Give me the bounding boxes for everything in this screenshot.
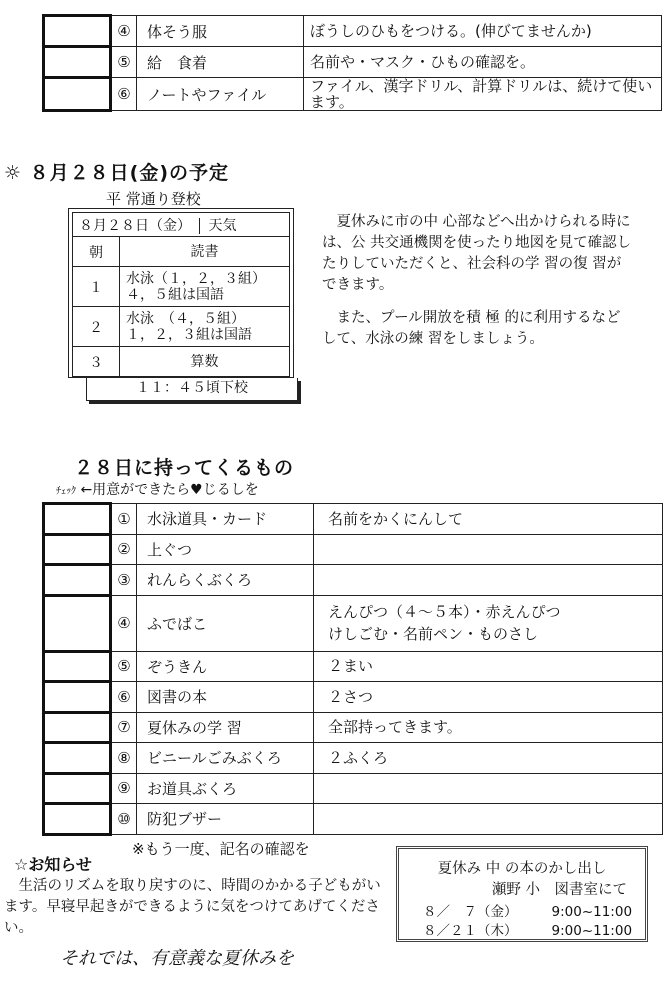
bring-instruction-wrap xyxy=(56,479,259,499)
bring-row xyxy=(44,651,663,682)
library-time: 9:00~11:00 xyxy=(551,904,633,920)
check-box[interactable] xyxy=(44,47,111,78)
item-note: えんぴつ（４～５本）・赤えんぴつ けしごむ・名前ペン・ものさし xyxy=(314,595,663,651)
check-box[interactable] xyxy=(44,78,111,111)
weather-label: 天気 xyxy=(199,218,236,234)
item-name: れんらくぶくろ xyxy=(137,565,314,596)
schedule-row xyxy=(73,347,290,377)
subject-cell: 水泳（１，２，３組） ４，５組は国語 xyxy=(120,267,290,307)
item-name: ノートやファイル xyxy=(137,78,304,111)
library-time: 9:00~11:00 xyxy=(551,923,633,939)
item-note xyxy=(314,804,663,835)
item-note xyxy=(314,534,663,565)
check-label: ﾁｪｯｸ xyxy=(56,486,76,497)
notice-title: ☆お知らせ xyxy=(14,855,92,874)
check-box[interactable] xyxy=(44,565,111,596)
subject-cell: 算数 xyxy=(120,347,290,377)
top-items-table xyxy=(42,14,662,112)
check-box[interactable] xyxy=(44,16,111,47)
schedule-table xyxy=(72,212,290,377)
check-box[interactable] xyxy=(44,504,111,535)
schedule-subtitle: 平 常通り登校 xyxy=(106,190,201,208)
check-box[interactable] xyxy=(44,804,111,835)
item-name: 防犯ブザー xyxy=(137,804,314,835)
item-number: ⑤ xyxy=(111,651,137,682)
period-cell: ２ xyxy=(73,307,120,347)
subject-cell: 水泳 （４，５組） １，２，３組は国語 xyxy=(120,307,290,347)
period-cell: １ xyxy=(73,267,120,307)
item-note: 名前をかくにんして xyxy=(314,504,663,535)
library-title: 夏休み 中 の本のかし出し xyxy=(437,861,607,877)
item-number: ⑤ xyxy=(111,47,137,78)
item-number: ① xyxy=(111,504,137,535)
period-cell: 朝 xyxy=(73,237,120,267)
bring-row xyxy=(44,804,663,835)
item-note: ファイル、漢字ドリル、計算ドリルは、続けて使います。 xyxy=(304,78,662,111)
item-note: ２ふくろ xyxy=(314,743,663,774)
schedule-heading-wrap xyxy=(4,158,229,185)
reminder-text: ※もう一度、記名の確認を xyxy=(132,840,310,858)
item-number: ⑦ xyxy=(111,712,137,743)
item-number: ⑥ xyxy=(111,682,137,713)
item-note: 名前や・マスク・ひもの確認を。 xyxy=(304,47,662,78)
check-box[interactable] xyxy=(44,712,111,743)
library-box xyxy=(396,846,648,942)
bring-table xyxy=(42,502,663,836)
item-number: ⑨ xyxy=(111,773,137,804)
item-name: 上ぐつ xyxy=(137,534,314,565)
bring-row xyxy=(44,773,663,804)
library-date: ８／ ７（金） xyxy=(423,904,518,920)
bring-row xyxy=(44,595,663,651)
item-note: ２まい xyxy=(314,651,663,682)
top-item-row xyxy=(44,78,662,111)
top-item-row xyxy=(44,16,662,47)
closing-text: それでは、有意義な夏休みを xyxy=(60,948,294,969)
dismissal-time: １１：４５頃下校 xyxy=(136,380,248,396)
check-box[interactable] xyxy=(44,534,111,565)
summer-paragraph-1: 夏休みに市の中 心部などへ出かけられる時には、公 共交通機関を使ったり地図を見て確認したりしていただくと、社会科の学 習の復 習ができます。 xyxy=(322,214,632,293)
check-box[interactable] xyxy=(44,595,111,651)
check-box[interactable] xyxy=(44,682,111,713)
bring-row xyxy=(44,504,663,535)
item-note: 全部持ってきます。 xyxy=(314,712,663,743)
bring-row xyxy=(44,743,663,774)
schedule-row xyxy=(73,267,290,307)
top-item-row xyxy=(44,47,662,78)
check-box[interactable] xyxy=(44,743,111,774)
item-name: 水泳道具・カード xyxy=(137,504,314,535)
dismissal-frame xyxy=(86,378,298,401)
item-name: 給 食着 xyxy=(137,47,304,78)
check-box[interactable] xyxy=(44,773,111,804)
bring-heading: ２８日に持ってくるもの xyxy=(74,457,295,479)
item-number: ② xyxy=(111,534,137,565)
library-place: 瀬野 小 図書室にて xyxy=(491,882,627,898)
item-note: ぼうしのひもをつける。(伸びてませんか) xyxy=(304,16,662,47)
bring-row xyxy=(44,682,663,713)
item-name: 図書の本 xyxy=(137,682,314,713)
item-number: ⑧ xyxy=(111,743,137,774)
item-number: ③ xyxy=(111,565,137,596)
library-date-row xyxy=(423,922,645,941)
bring-row xyxy=(44,565,663,596)
item-note: ２さつ xyxy=(314,682,663,713)
bring-row xyxy=(44,534,663,565)
item-number: ④ xyxy=(111,595,137,651)
item-number: ④ xyxy=(111,16,137,47)
item-note xyxy=(314,565,663,596)
schedule-row xyxy=(73,307,290,347)
library-date-row xyxy=(423,903,645,922)
subject-cell: 読書 xyxy=(120,237,290,267)
date-cell xyxy=(73,213,290,237)
notice-body: 生活のリズムを取り戻すのに、時間のかかる子どもがいます。早寝早起きができるように気をつけてあげてください。 xyxy=(4,878,381,936)
schedule-row xyxy=(73,237,290,267)
item-note xyxy=(314,773,663,804)
sun-icon: ☼ xyxy=(4,162,23,184)
item-number: ⑩ xyxy=(111,804,137,835)
period-cell: ３ xyxy=(73,347,120,377)
bring-row xyxy=(44,712,663,743)
item-name: 夏休みの学 習 xyxy=(137,712,314,743)
item-name: お道具ぶくろ xyxy=(137,773,314,804)
item-name: ぞうきん xyxy=(137,651,314,682)
summer-paragraph-2: また、プール開放を積 極 的に利用するなどして、水泳の練 習をしましょう。 xyxy=(322,310,621,347)
item-name: 体そう服 xyxy=(137,16,304,47)
summer-text xyxy=(322,212,632,350)
check-box[interactable] xyxy=(44,651,111,682)
item-name: ビニールごみぶくろ xyxy=(137,743,314,774)
schedule-heading: ８月２８日(金)の予定 xyxy=(29,162,230,184)
bring-instruction: ←用意ができたら♥じるしを xyxy=(80,482,259,498)
item-number: ⑥ xyxy=(111,78,137,111)
library-date: ８／２１（木） xyxy=(423,923,518,939)
item-name: ふでばこ xyxy=(137,595,314,651)
date-label: ８月２８日（金） xyxy=(79,217,191,234)
